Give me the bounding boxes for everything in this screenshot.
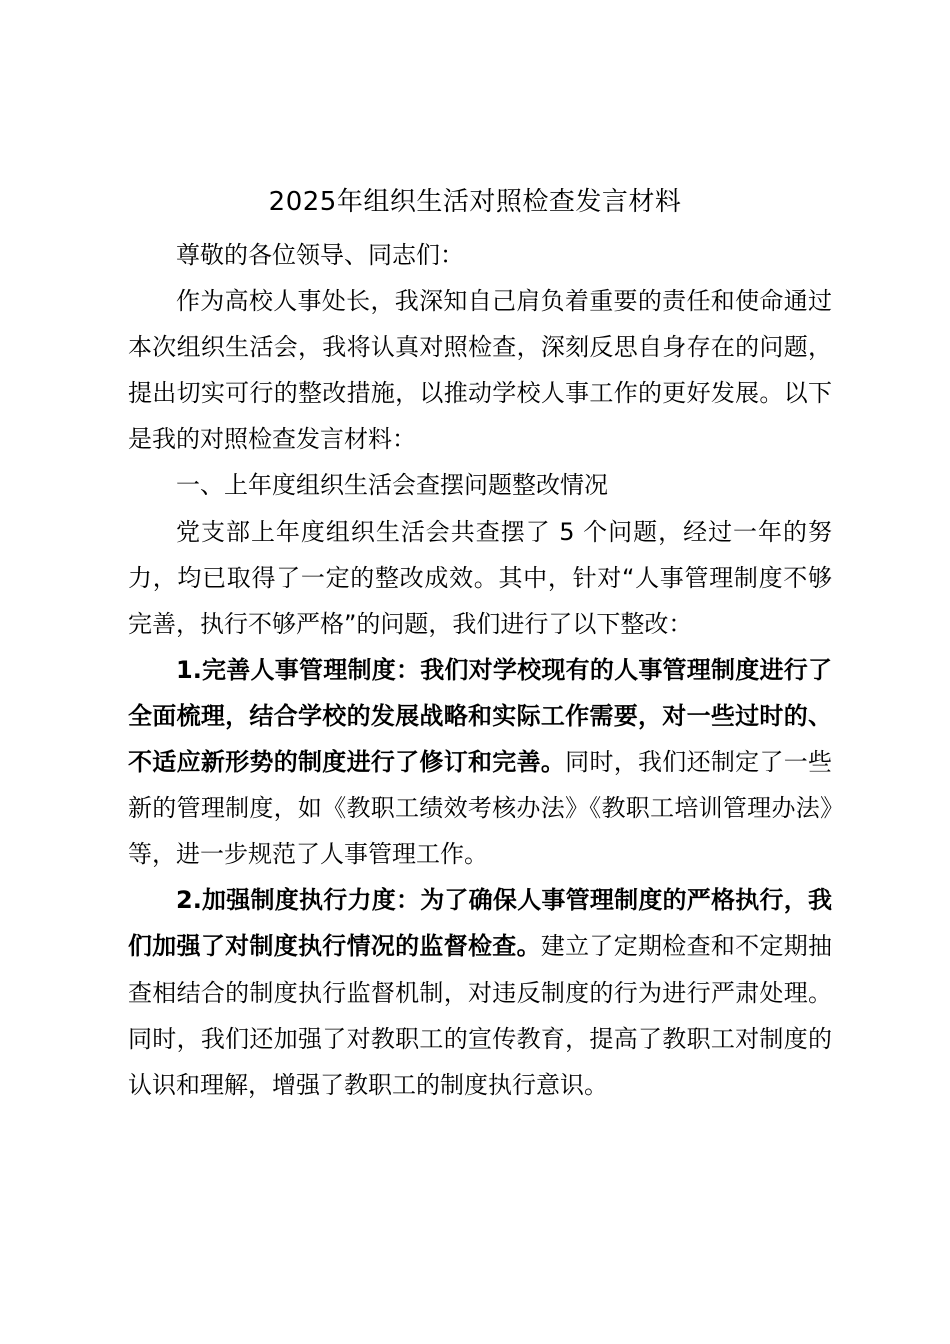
document-title: 2025年组织生活对照检查发言材料 (268, 187, 682, 217)
item-1-bold-lead: 1.完善人事管理制度：我们对学校现有的人事管理制度进行了全面梳理，结合学校的发展战略和实际工作需要，对一些过时的、不适应新形势的制度进行了修订和完善。 (128, 655, 832, 777)
intro-paragraph: 作为高校人事处长，我深知自己肩负着重要的责任和使命通过本次组织生活会，我将认真对照检查，深刻反思自身存在的问题，提出切实可行的整改措施，以推动学校人事工作的更好发展。以下是我的对照检查发言材料： (128, 287, 832, 454)
item-2-text: 建立了定期检查和不定期抽查相结合的制度执行监督机制，对违反制度的行为进行严肃处理。同时，我们还加强了对教职工的宣传教育，提高了教职工对制度的认识和理解，增强了教职工的制度执行意识。 (128, 932, 833, 1099)
greeting-paragraph: 尊敬的各位领导、同志们： (176, 241, 464, 269)
item-2-bold-lead: 2.加强制度执行力度：为了确保人事管理制度的严格执行，我们加强了对制度执行情况的监督检查。 (128, 886, 832, 961)
section-heading: 一、上年度组织生活会查摆问题整改情况 (176, 471, 608, 500)
item-2-paragraph (128, 877, 832, 1107)
document-body (128, 232, 832, 1108)
item-1-paragraph (128, 647, 832, 877)
item-1-text: 同时，我们还制定了一些新的管理制度，如《教职工绩效考核办法》《教职工培训管理办法》等，进一步规范了人事管理工作。 (128, 748, 833, 869)
section-body-paragraph: 党支部上年度组织生活会共查摆了 5 个问题，经过一年的努力，均已取得了一定的整改成效。其中，针对“人事管理制度不够完善，执行不够严格”的问题，我们进行了以下整改： (128, 517, 832, 638)
